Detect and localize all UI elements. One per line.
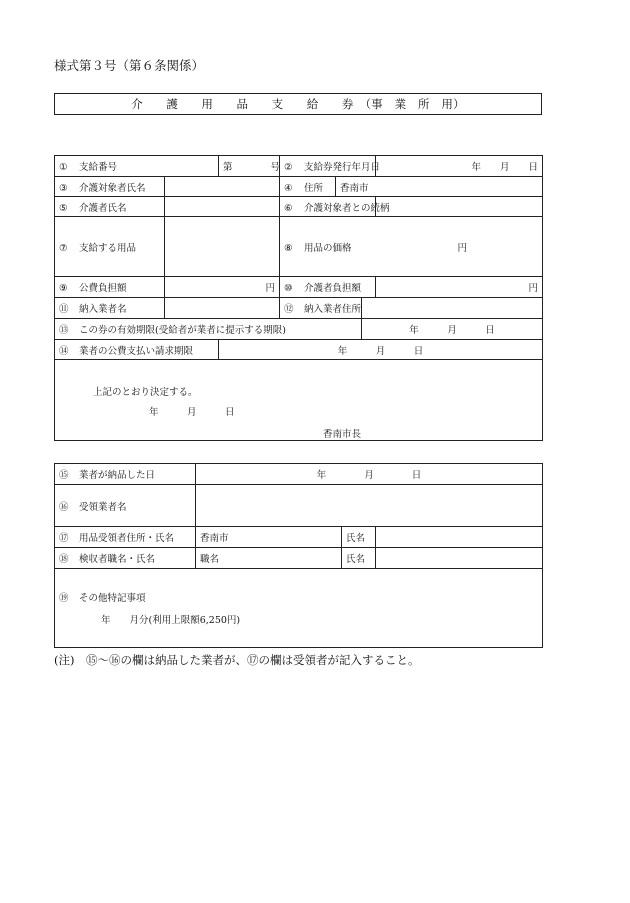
- caregiver-burden-field[interactable]: 円: [376, 277, 543, 298]
- row-voucher-number: [55, 156, 543, 177]
- decision-signer: 香南市長: [323, 429, 362, 440]
- label-voucher-number: ① 支給番号: [55, 156, 219, 177]
- row-validity: [55, 319, 543, 340]
- row-claim-deadline: [55, 340, 543, 360]
- supplier-name-field[interactable]: [165, 298, 280, 319]
- delivery-table: [54, 463, 543, 648]
- label-recipient-address-name: ⑰ 用品受領者住所・氏名: [55, 527, 196, 548]
- label-caregiver-name: ⑤ 介護者氏名: [55, 197, 165, 217]
- label-validity-period: ⑬ この券の有効期限(受給者が業者に提示する期限): [55, 319, 362, 340]
- voucher-title-box: [54, 93, 542, 115]
- recipient-name-field[interactable]: [376, 527, 543, 548]
- row-burden: [55, 277, 543, 298]
- row-caregiver: [55, 197, 543, 217]
- row-recipient-info: [55, 527, 543, 548]
- care-recipient-name-field[interactable]: [165, 177, 280, 197]
- label-supplier-name: ⑪ 納入業者名: [55, 298, 165, 319]
- form-number-label: 様式第３号（第６条関係）: [54, 58, 205, 73]
- supplied-items-field[interactable]: [165, 217, 280, 277]
- row-inspector: [55, 548, 543, 569]
- relationship-field[interactable]: [376, 197, 543, 217]
- voucher-table: [54, 155, 543, 441]
- row-remarks: [55, 569, 543, 648]
- label-recipient-name: 氏名: [342, 527, 376, 548]
- receiving-supplier-field[interactable]: [196, 485, 543, 527]
- claim-deadline-field[interactable]: 年 月 日: [219, 340, 543, 360]
- voucher-title: 介 護 用 品 支 給 券 （事 業 所 用）: [131, 97, 465, 111]
- decision-text: 上記のとおり決定する。: [93, 387, 198, 398]
- inspector-title-field[interactable]: 職名: [196, 548, 342, 569]
- row-supplier: [55, 298, 543, 319]
- issue-date-field[interactable]: 年 月 日: [376, 156, 543, 177]
- label-delivery-date: ⑮ 業者が納品した日: [55, 464, 196, 485]
- row-delivery-date: [55, 464, 543, 485]
- decision-block: [55, 360, 543, 441]
- delivery-date-field[interactable]: 年 月 日: [196, 464, 543, 485]
- supplier-address-field[interactable]: [362, 298, 543, 319]
- recipient-address-field[interactable]: 香南市: [196, 527, 342, 548]
- caregiver-name-field[interactable]: [165, 197, 280, 217]
- label-receiving-supplier: ⑯ 受領業者名: [55, 485, 196, 527]
- remarks-detail: 年 月分(利用上限額6,250円): [101, 615, 241, 626]
- label-relationship: ⑥ 介護対象者との続柄: [280, 197, 376, 217]
- label-inspector: ⑱ 検収者職名・氏名: [55, 548, 196, 569]
- label-caregiver-burden: ⑩ 介護者負担額: [280, 277, 376, 298]
- label-issue-date: ② 支給券発行年月日: [280, 156, 376, 177]
- label-claim-deadline: ⑭ 業者の公費支払い請求期限: [55, 340, 219, 360]
- row-supplied-items: [55, 217, 543, 277]
- label-care-recipient-name: ③ 介護対象者氏名: [55, 177, 165, 197]
- label-address: ④ 住所: [280, 177, 336, 197]
- row-care-recipient: [55, 177, 543, 197]
- label-supplier-address: ⑫ 納入業者住所: [280, 298, 362, 319]
- label-public-burden: ⑨ 公費負担額: [55, 277, 165, 298]
- inspector-name-field[interactable]: [376, 548, 543, 569]
- label-supplied-items: ⑦ 支給する用品: [55, 217, 165, 277]
- item-price-field[interactable]: ⑧ 用品の価格 円: [280, 217, 543, 277]
- row-decision: [55, 360, 543, 441]
- address-field[interactable]: 香南市: [336, 177, 543, 197]
- public-burden-field[interactable]: 円: [165, 277, 280, 298]
- row-receiving-supplier: [55, 485, 543, 527]
- remarks-block[interactable]: [55, 569, 543, 648]
- footnote: (注) ⑮～⑯の欄は納品した業者が、⑰の欄は受領者が記入すること。: [54, 653, 420, 667]
- decision-date: 年 月 日: [149, 407, 235, 418]
- label-inspector-name: 氏名: [342, 548, 376, 569]
- validity-date-field[interactable]: 年 月 日: [362, 319, 543, 340]
- label-remarks: ⑲ その他特記事項: [59, 593, 146, 604]
- voucher-number-field[interactable]: 第 号: [219, 156, 280, 177]
